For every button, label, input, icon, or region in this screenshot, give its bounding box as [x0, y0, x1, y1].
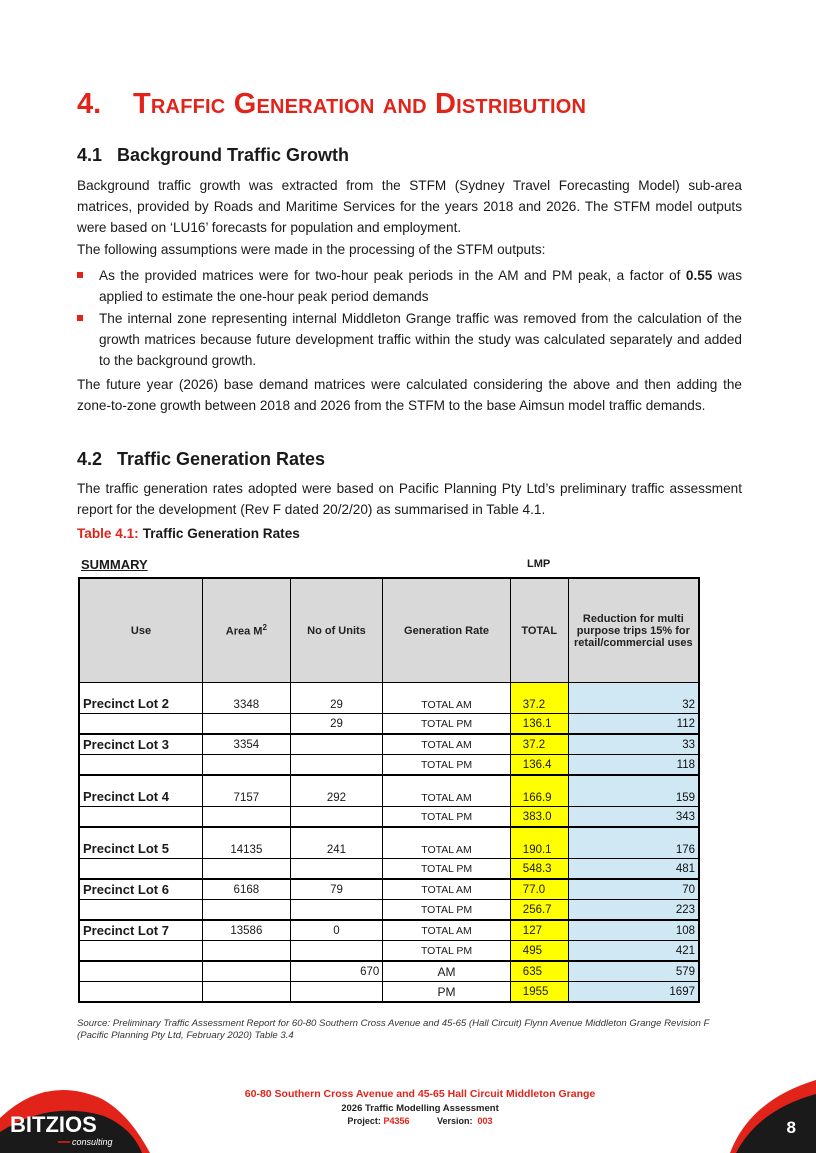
- cell-reduction: 159: [568, 775, 699, 807]
- section-title: Background Traffic Growth: [117, 145, 350, 165]
- cell-use: [79, 859, 203, 880]
- paragraph-assumptions-intro: The following assumptions were made in the processing of the STFM outputs:: [77, 242, 546, 257]
- cell-rate: TOTAL PM: [383, 755, 511, 776]
- cell-use: [79, 982, 203, 1003]
- cell-reduction: 176: [568, 827, 699, 859]
- table-row: [79, 714, 699, 735]
- footer-report-title: 2026 Traffic Modelling Assessment: [341, 1103, 499, 1114]
- section-title: Traffic Generation Rates: [117, 449, 326, 469]
- cell-area: [203, 714, 291, 735]
- section-number: 4.1: [77, 145, 103, 165]
- cell-use: Precinct Lot 3: [79, 734, 203, 755]
- table-caption-title: Traffic Generation Rates: [142, 526, 300, 541]
- table-row: [79, 734, 699, 755]
- cell-use: [79, 714, 203, 735]
- svg-text:BITZIOS: BITZIOS: [10, 1112, 97, 1137]
- bullet-item-internal-zone: The internal zone representing internal Middleton Grange traffic was removed from the calculation of the growth matrices because future development traffic within the study was calculated separately and added to the background growth.: [99, 311, 742, 368]
- cell-total: 77.0: [510, 879, 568, 900]
- cell-units: [290, 982, 383, 1003]
- table-row: [79, 961, 699, 982]
- cell-total: 256.7: [510, 900, 568, 921]
- cell-total: 548.3: [510, 859, 568, 880]
- cell-total: 136.4: [510, 755, 568, 776]
- cell-units: 29: [290, 683, 383, 714]
- cell-rate: TOTAL PM: [383, 859, 511, 880]
- cell-area: [203, 755, 291, 776]
- cell-total: 190.1: [510, 827, 568, 859]
- cell-rate: TOTAL AM: [383, 683, 511, 714]
- cell-use: [79, 755, 203, 776]
- table-row: [79, 775, 699, 807]
- table-row: [79, 900, 699, 921]
- cell-rate: TOTAL PM: [383, 900, 511, 921]
- traffic-generation-table: [78, 577, 700, 1003]
- cell-total: 1955: [510, 982, 568, 1003]
- cell-rate: TOTAL PM: [383, 714, 511, 735]
- table-lmp-label: LMP: [527, 558, 551, 570]
- cell-reduction: 421: [568, 941, 699, 962]
- section-heading-4-1: [77, 145, 349, 166]
- cell-total: 37.2: [510, 683, 568, 714]
- cell-rate: TOTAL AM: [383, 879, 511, 900]
- cell-use: [79, 961, 203, 982]
- table-row: [79, 982, 699, 1003]
- cell-use: [79, 807, 203, 828]
- cell-reduction: 70: [568, 879, 699, 900]
- cell-units: [290, 900, 383, 921]
- cell-total: 127: [510, 920, 568, 941]
- cell-reduction: 223: [568, 900, 699, 921]
- svg-text:consulting: consulting: [72, 1137, 113, 1147]
- bullet-marker: [77, 272, 83, 278]
- cell-units: 0: [290, 920, 383, 941]
- cell-reduction: 481: [568, 859, 699, 880]
- cell-total: 136.1: [510, 714, 568, 735]
- table-row: [79, 859, 699, 880]
- cell-units: 670: [290, 961, 383, 982]
- cell-total: 166.9: [510, 775, 568, 807]
- chapter-heading: [77, 88, 586, 121]
- cell-rate: TOTAL PM: [383, 941, 511, 962]
- cell-total: 495: [510, 941, 568, 962]
- cell-rate: TOTAL AM: [383, 775, 511, 807]
- cell-rate: TOTAL AM: [383, 734, 511, 755]
- cell-area: 14135: [203, 827, 291, 859]
- cell-rate: TOTAL AM: [383, 827, 511, 859]
- cell-reduction: 108: [568, 920, 699, 941]
- cell-units: 79: [290, 879, 383, 900]
- cell-rate: PM: [383, 982, 511, 1003]
- cell-reduction: 343: [568, 807, 699, 828]
- table-row: [79, 827, 699, 859]
- cell-rate: AM: [383, 961, 511, 982]
- cell-total: 383.0: [510, 807, 568, 828]
- cell-reduction: 32: [568, 683, 699, 714]
- cell-total: 37.2: [510, 734, 568, 755]
- table-row: [79, 920, 699, 941]
- table-row: [79, 683, 699, 714]
- table-summary-label: SUMMARY: [81, 557, 148, 572]
- cell-use: Precinct Lot 7: [79, 920, 203, 941]
- chapter-number: 4.: [77, 88, 102, 120]
- cell-area: [203, 961, 291, 982]
- footer-project-version: Project: P4356 Version: 003: [347, 1116, 493, 1126]
- cell-units: [290, 941, 383, 962]
- cell-units: [290, 755, 383, 776]
- cell-units: 241: [290, 827, 383, 859]
- header-rate: Generation Rate: [383, 578, 511, 683]
- cell-reduction: 33: [568, 734, 699, 755]
- table-row: [79, 807, 699, 828]
- cell-units: [290, 859, 383, 880]
- cell-area: 6168: [203, 879, 291, 900]
- paragraph-background-growth: Background traffic growth was extracted from the STFM (Sydney Travel Forecasting Model) sub-area matrices, provided by Roads and Maritime Services for the years 2018 and 2026. The STFM model outputs were based on ‘LU16’ forecasts for population and employment.: [77, 178, 742, 235]
- cell-area: 13586: [203, 920, 291, 941]
- cell-reduction: 112: [568, 714, 699, 735]
- table-caption: [77, 526, 300, 541]
- cell-use: Precinct Lot 5: [79, 827, 203, 859]
- page-footer: [0, 1080, 816, 1153]
- table-row: [79, 879, 699, 900]
- footer-project-title: 60-80 Southern Cross Avenue and 45-65 Hall Circuit Middleton Grange: [244, 1088, 596, 1100]
- header-units: No of Units: [290, 578, 383, 683]
- cell-rate: TOTAL PM: [383, 807, 511, 828]
- section-number: 4.2: [77, 449, 103, 469]
- cell-reduction: 118: [568, 755, 699, 776]
- cell-area: [203, 941, 291, 962]
- page-number-badge: [730, 1080, 816, 1153]
- header-use: Use: [79, 578, 203, 683]
- table-source-note: Source: Preliminary Traffic Assessment Report for 60-80 Southern Cross Avenue and 45-65 (Hall Circuit) Flynn Avenue Middleton Grange Revision F (Pacific Planning Pty Ltd, February 2020) Table 3.4: [77, 1018, 710, 1041]
- cell-area: [203, 982, 291, 1003]
- cell-units: 292: [290, 775, 383, 807]
- cell-units: 29: [290, 714, 383, 735]
- table-row: [79, 755, 699, 776]
- cell-units: [290, 734, 383, 755]
- cell-area: 3348: [203, 683, 291, 714]
- cell-area: [203, 900, 291, 921]
- cell-area: [203, 807, 291, 828]
- section-heading-4-2: [77, 449, 325, 470]
- table-caption-label: Table 4.1:: [77, 526, 139, 541]
- cell-rate: TOTAL AM: [383, 920, 511, 941]
- cell-area: [203, 859, 291, 880]
- table-row: [79, 941, 699, 962]
- cell-area: 3354: [203, 734, 291, 755]
- chapter-title: Traffic Generation and Distribution: [133, 88, 587, 120]
- cell-area: 7157: [203, 775, 291, 807]
- bullet-marker: [77, 315, 83, 321]
- cell-units: [290, 807, 383, 828]
- table-header-row: [79, 578, 699, 683]
- header-area: Area $M^2$: [203, 578, 291, 683]
- header-reduction: Reduction for multi purpose trips 15% for retail/commercial uses: [568, 578, 699, 683]
- header-total: TOTAL: [510, 578, 568, 683]
- page-number: 8: [786, 1118, 796, 1137]
- cell-use: Precinct Lot 6: [79, 879, 203, 900]
- cell-use: [79, 941, 203, 962]
- paragraph-generation-rates: The traffic generation rates adopted were based on Pacific Planning Pty Ltd’s preliminary traffic assessment report for the development (Rev F dated 20/2/20) as summarised in Table 4.1.: [77, 481, 742, 517]
- cell-use: [79, 900, 203, 921]
- cell-use: Precinct Lot 2: [79, 683, 203, 714]
- cell-reduction: 579: [568, 961, 699, 982]
- paragraph-future-demand: The future year (2026) base demand matrices were calculated considering the above and then adding the zone-to-zone growth between 2018 and 2026 from the STFM to the base Aimsun model traffic demands.: [77, 377, 742, 413]
- cell-use: Precinct Lot 4: [79, 775, 203, 807]
- cell-reduction: 1697: [568, 982, 699, 1003]
- bullet-item-peak-factor: As the provided matrices were for two-hour peak periods in the AM and PM peak, a factor of 0.55 was applied to estimate the one-hour peak period demands: [99, 268, 742, 304]
- cell-total: 635: [510, 961, 568, 982]
